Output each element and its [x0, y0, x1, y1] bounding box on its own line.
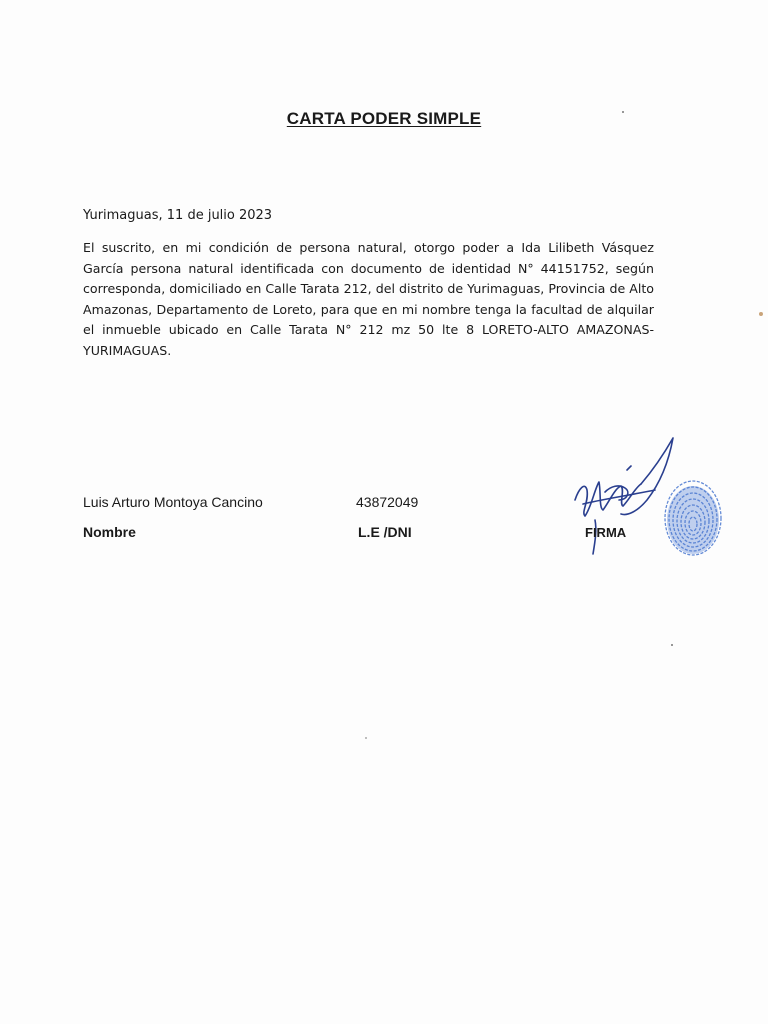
scan-speck	[365, 737, 367, 739]
scan-speck	[671, 644, 673, 646]
grantor-dni: 43872049	[356, 494, 419, 510]
scan-speck	[759, 312, 763, 316]
scan-speck	[622, 111, 624, 113]
grantor-name: Luis Arturo Montoya Cancino	[83, 494, 263, 510]
fingerprint-icon	[662, 478, 724, 558]
dni-label: L.E /DNI	[358, 524, 412, 540]
name-label: Nombre	[83, 524, 136, 540]
document-title: CARTA PODER SIMPLE	[286, 109, 482, 128]
firma-label: FIRMA	[585, 525, 627, 540]
date-line: Yurimaguas, 11 de julio 2023	[83, 208, 273, 223]
body-paragraph: El suscrito, en mi condición de persona natural, otorgo poder a Ida Lilibeth Vásquez García persona natural identificada con documento de identidad N° 44151752, según corresponda, domiciliado en Calle Tarata 212, del distrito de Yurimaguas, Provincia de Alto Amazonas, Departamento de Loreto, para que en mi nombre tenga la facultad de alquilar el inmueble ubicado en Calle Tarata N° 212 mz 50 lte 8 LORETO-ALTO AMAZONAS-YURIMAGUAS.	[83, 240, 654, 358]
